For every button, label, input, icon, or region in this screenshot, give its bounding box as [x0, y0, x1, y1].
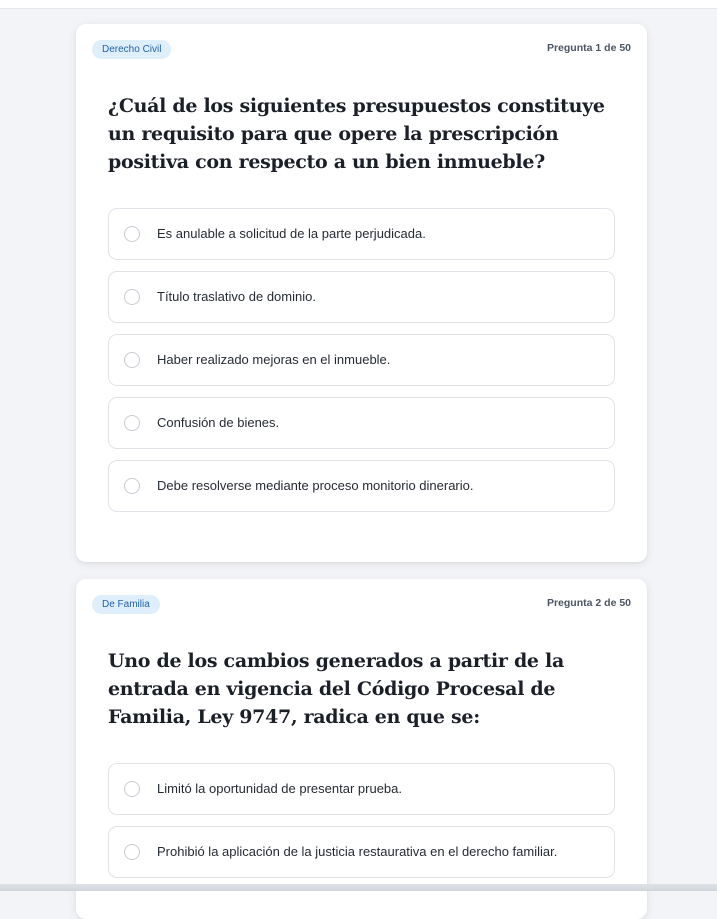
- radio-button[interactable]: [124, 781, 140, 797]
- answer-option[interactable]: [108, 271, 615, 323]
- answer-option[interactable]: [108, 826, 615, 878]
- radio-button[interactable]: [124, 844, 140, 860]
- radio-button[interactable]: [124, 478, 140, 494]
- question-card: [76, 24, 647, 562]
- question-text: ¿Cuál de los siguientes presupuestos constituye un requisito para que opere la prescripción positiva con respecto a un bien inmueble?: [108, 95, 605, 173]
- radio-button[interactable]: [124, 352, 140, 368]
- radio-button[interactable]: [124, 415, 140, 431]
- answer-option[interactable]: [108, 334, 615, 386]
- category-badge: Derecho Civil: [92, 40, 171, 59]
- answer-options: [108, 763, 615, 889]
- answer-option-label: Es anulable a solicitud de la parte perjudicada.: [157, 226, 426, 241]
- radio-button[interactable]: [124, 226, 140, 242]
- answer-option[interactable]: [108, 460, 615, 512]
- answer-option[interactable]: [108, 763, 615, 815]
- question-card: [76, 579, 647, 919]
- answer-option[interactable]: [108, 208, 615, 260]
- answer-option-label: Limitó la oportunidad de presentar prueba.: [157, 781, 402, 796]
- question-counter: Pregunta 2 de 50: [546, 597, 631, 609]
- answer-option-label: Confusión de bienes.: [157, 415, 280, 430]
- question-counter: Pregunta 1 de 50: [546, 42, 631, 54]
- answer-option-label: Título traslativo de dominio.: [157, 289, 316, 304]
- answer-option-label: Haber realizado mejoras en el inmueble.: [157, 352, 391, 367]
- answer-option[interactable]: [108, 397, 615, 449]
- answer-options: [108, 208, 615, 523]
- top-bar: [0, 0, 717, 9]
- window-bottom-edge: [0, 884, 717, 891]
- radio-button[interactable]: [124, 289, 140, 305]
- answer-option-label: Debe resolverse mediante proceso monitorio dinerario.: [157, 478, 474, 493]
- category-badge: De Familia: [92, 595, 160, 614]
- answer-option-label: Prohibió la aplicación de la justicia restaurativa en el derecho familiar.: [157, 844, 558, 859]
- question-text: Uno de los cambios generados a partir de la entrada en vigencia del Código Procesal de Familia, Ley 9747, radica en que se:: [108, 650, 564, 728]
